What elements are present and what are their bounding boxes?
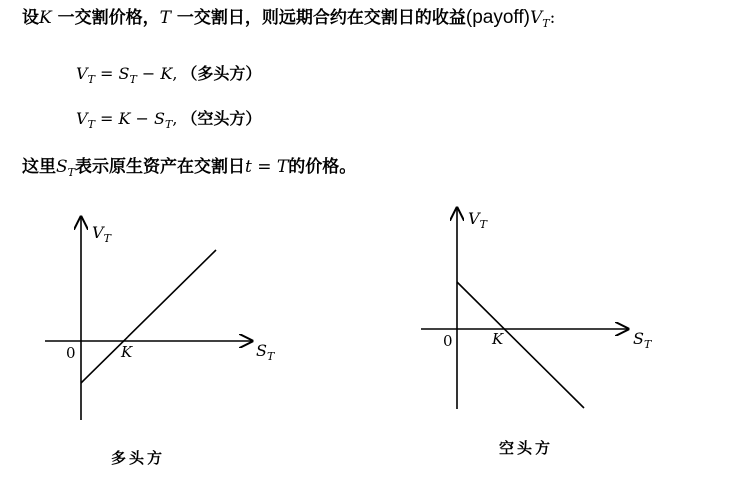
formula-short-s: S [154,109,165,128]
intro-text-2: 一交割价格， [51,8,160,28]
short-k-label: K [492,330,504,348]
formula-long-s: S [118,64,130,83]
long-x-label: $S_T$ [256,341,275,363]
explain-s: S [56,157,68,177]
formula-long-s-sub: T [129,73,137,86]
formula-short-lhs: V [76,109,88,128]
long-payoff-line [81,250,216,383]
short-origin-label: 0 [443,332,453,350]
formula-long-eq: = [94,64,119,83]
intro-v-sub: T [542,17,550,30]
intro-text-1: 设 [22,8,39,28]
formula-short-minus: − [130,109,155,128]
long-caption: 多头方 [111,449,166,467]
intro-payoff: (payoff) [465,7,530,28]
formula-short-k: K [118,109,131,128]
formula-short-lhs-sub: T [87,118,95,131]
formula-long-minus: − [136,64,161,83]
formula-long-lhs-sub: T [87,73,95,86]
short-caption: 空头方 [499,439,554,457]
formula-long-lhs: V [76,64,88,83]
intro-colon: : [549,8,556,28]
explain-T: T [276,157,289,177]
formula-long-k: K [160,64,173,83]
explain-eq: = [251,157,277,177]
long-graph [45,217,276,420]
long-y-label: $V_T$ [92,223,111,245]
intro-v-symbol: V [529,8,543,28]
formula-long-comma: , [172,64,178,83]
long-k-label: K [121,343,133,361]
short-graph [421,208,653,409]
short-y-label: $V_T$ [468,209,487,231]
explain-s-sub: T [67,166,75,179]
formula-short-s-sub: T [164,118,173,131]
short-x-label: $S_T$ [633,329,652,351]
intro-text-3: 一交割日，则远期合约在交割日的收益 [170,8,466,28]
formula-long-label: （多头方） [181,64,262,83]
explain-text-1: 这里 [22,157,56,177]
explain-t: t [245,157,252,177]
formula-short-eq: = [94,109,119,128]
intro-k-symbol: K [39,8,52,28]
long-origin-label: 0 [66,344,76,362]
formula-short-comma: , [172,109,178,128]
explain-text-3: 的价格。 [288,157,357,177]
explain-text-2: 表示原生资产在交割日 [75,157,245,177]
intro-t-symbol: T [159,8,171,28]
formula-short-label: （空头方） [181,109,262,128]
short-payoff-line [457,282,584,408]
